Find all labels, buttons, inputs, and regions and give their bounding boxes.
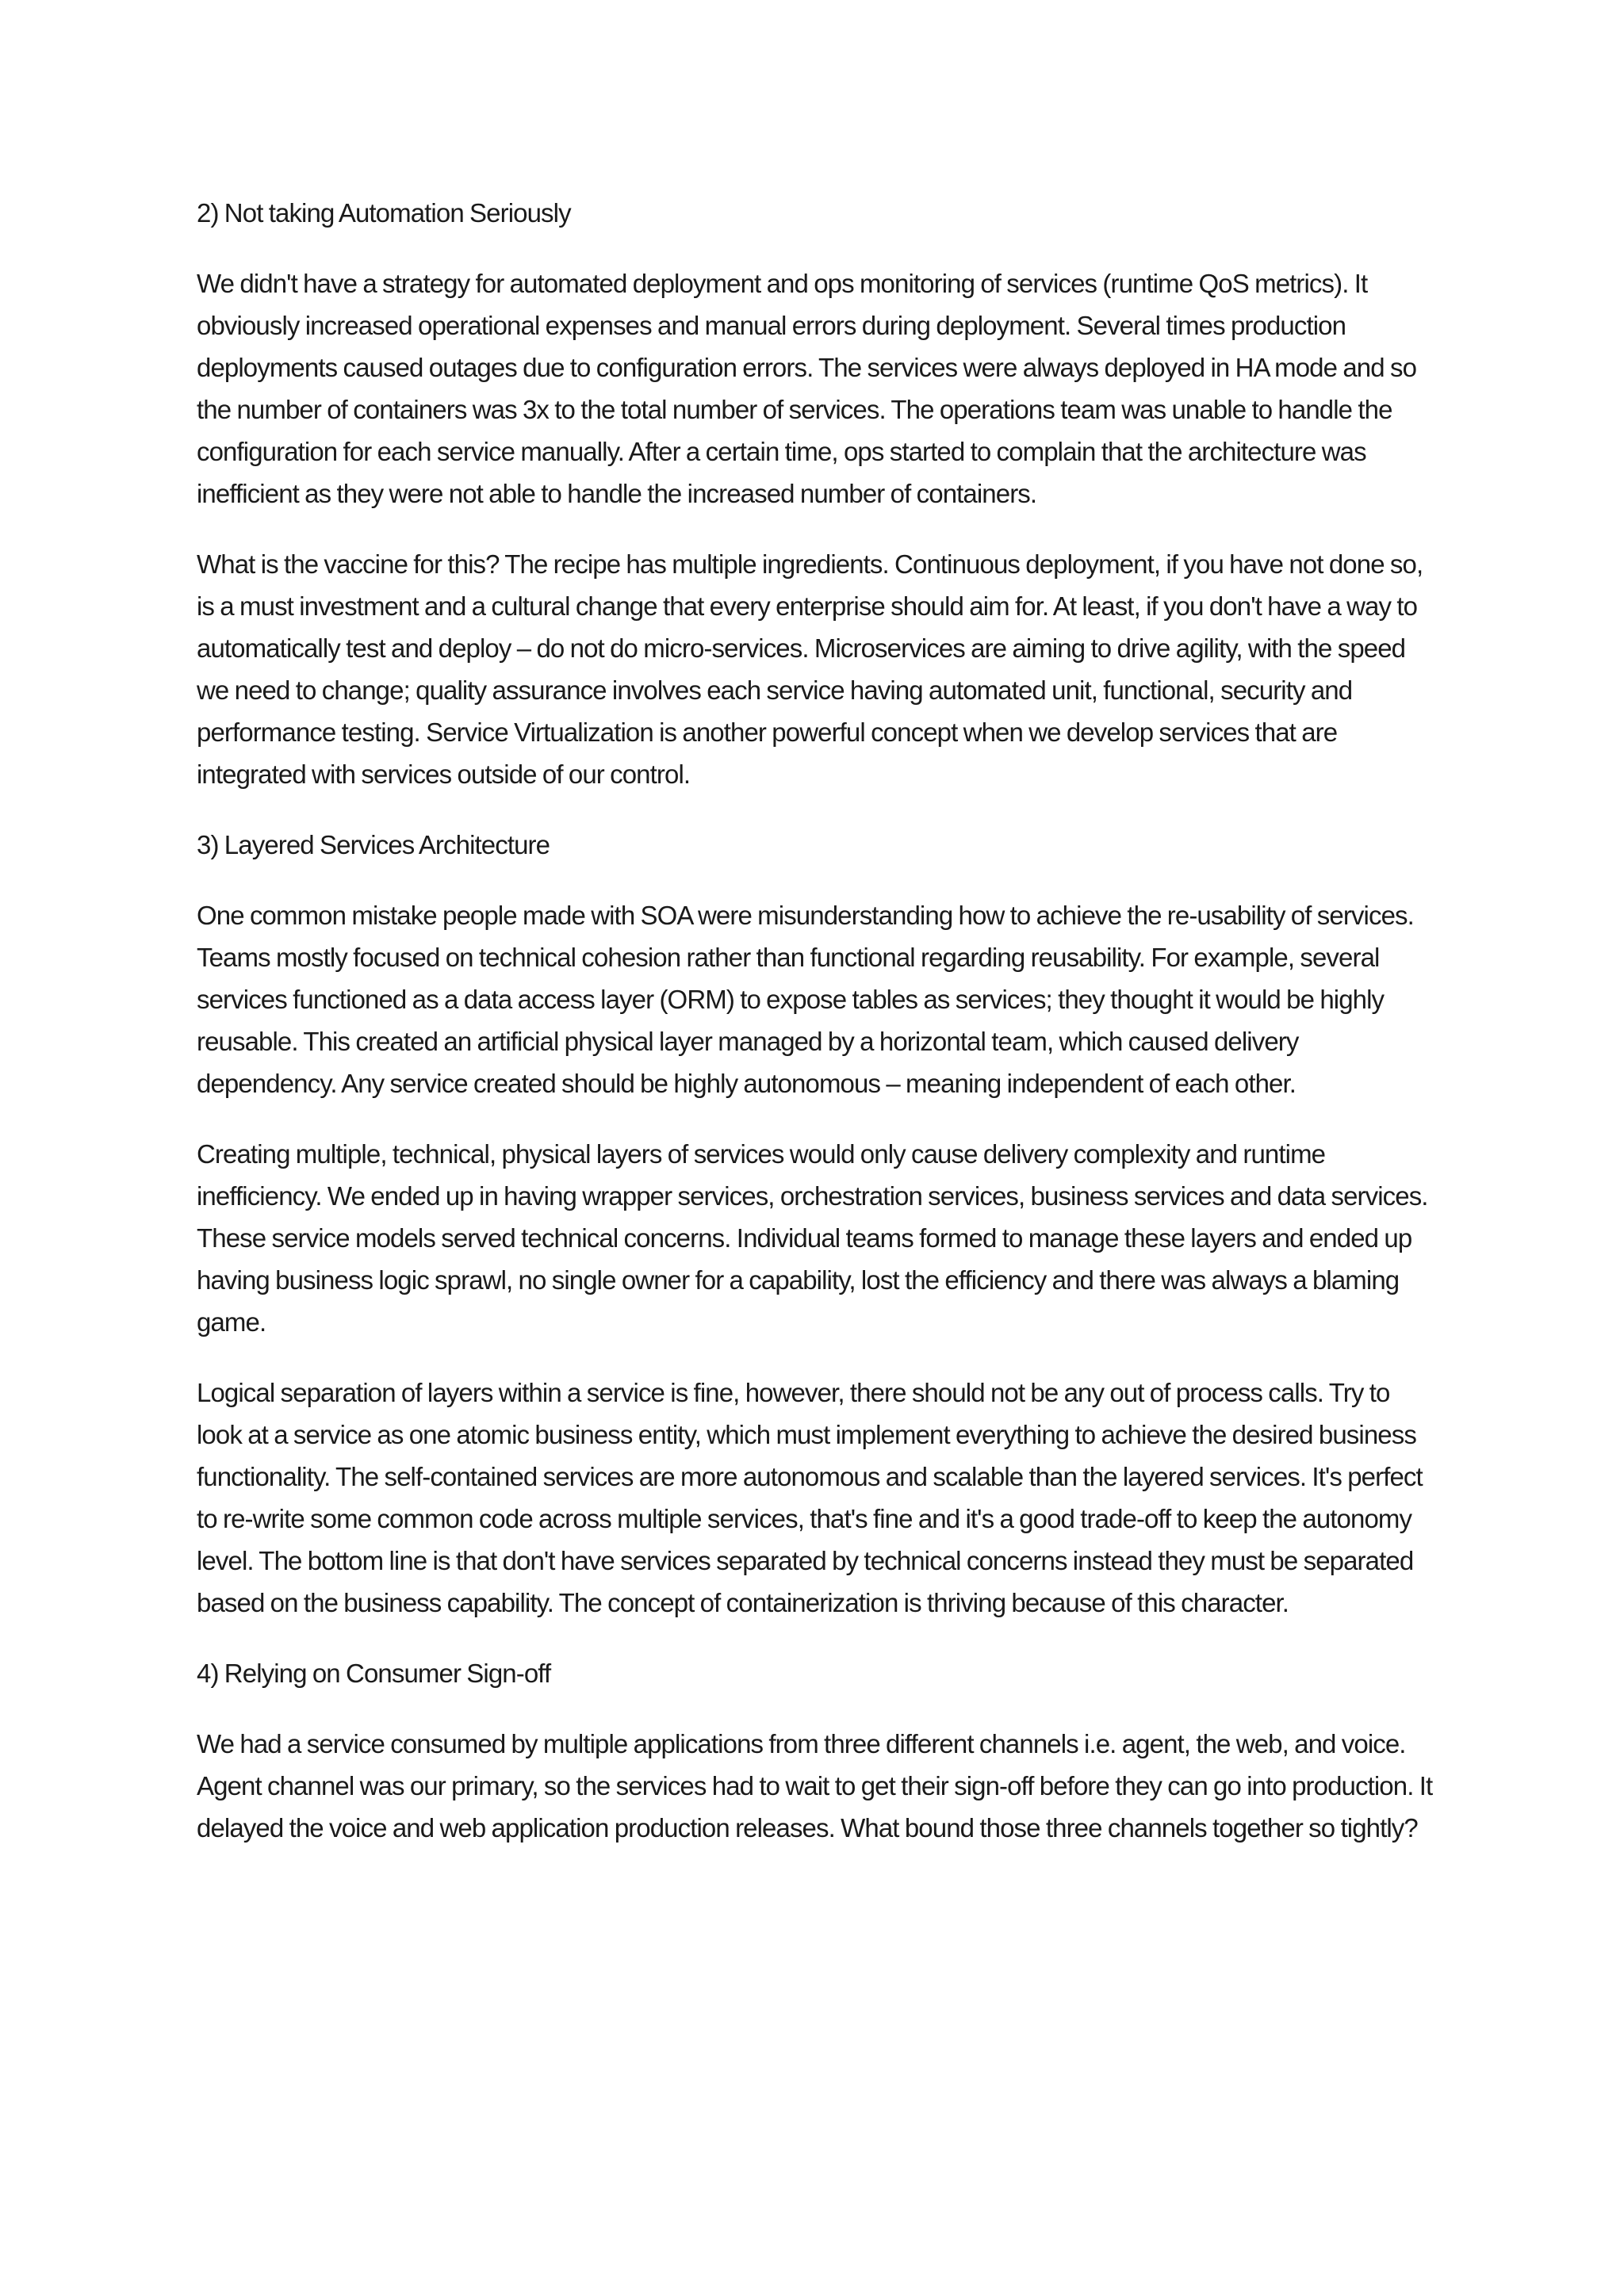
- paragraph-layered-complexity: Creating multiple, technical, physical layers of services would only cause delivery complexity and runtime inefficiency. We ended up in having wrapper services, orchestration services, business services and data services. These service models served technical concerns. Individual teams formed to manage these layers and ended up having business logic sprawl, no single owner for a capability, lost the efficiency and there was always a blaming game.: [197, 1139, 1428, 1337]
- paragraph-consumer-signoff: We had a service consumed by multiple applications from three different channels i.e. agent, the web, and voice. Agent channel was our primary, so the services had to wait to get their sign-off before they can go into production. It delayed the voice and web application production releases. What bound those three channels together so tightly?: [197, 1729, 1433, 1843]
- paragraph-layered-logical-separation: Logical separation of layers within a service is fine, however, there should not be any out of process calls. Try to look at a service as one atomic business entity, which must implement everything to achieve the desired business functionality. The self-contained services are more autonomous and scalable than the layered services. It's perfect to re-write some common code across multiple services, that's fine and it's a good trade-off to keep the autonomy level. The bottom line is that don't have services separated by technical concerns instead they must be separated based on the business capability. The concept of containerization is thriving because of this character.: [197, 1378, 1423, 1617]
- paragraph-automation-vaccine: What is the vaccine for this? The recipe has multiple ingredients. Continuous deployment, if you have not done so, is a must investment and a cultural change that every enterprise should aim for. At least, if you don't have a way to automatically test and deploy – do not do micro-services. Microservices are aiming to drive agility, with the speed we need to change; quality assurance involves each service having automated unit, functional, security and performance testing. Service Virtualization is another powerful concept when we develop services that are integrated with services outside of our control.: [197, 549, 1423, 789]
- paragraph-layered-soa-mistake: One common mistake people made with SOA were misunderstanding how to achieve the re-usability of services. Teams mostly focused on technical cohesion rather than functional regarding reusability. For example, several services functioned as a data access layer (ORM) to expose tables as services; they thought it would be highly reusable. This created an artificial physical layer managed by a horizontal team, which caused delivery dependency. Any service created should be highly autonomous – meaning independent of each other.: [197, 901, 1414, 1098]
- section-heading-layered-services: 3) Layered Services Architecture: [197, 830, 550, 859]
- document-page: [197, 192, 1434, 1877]
- section-heading-consumer-signoff: 4) Relying on Consumer Sign-off: [197, 1659, 551, 1688]
- paragraph-automation-strategy: We didn't have a strategy for automated deployment and ops monitoring of services (runtime QoS metrics). It obviously increased operational expenses and manual errors during deployment. Several times production deployments caused outages due to configuration errors. The services were always deployed in HA mode and so the number of containers was 3x to the total number of services. The operations team was unable to handle the configuration for each service manually. After a certain time, ops started to complain that the architecture was inefficient as they were not able to handle the increased number of containers.: [197, 269, 1417, 508]
- section-heading-automation: 2) Not taking Automation Seriously: [197, 198, 571, 228]
